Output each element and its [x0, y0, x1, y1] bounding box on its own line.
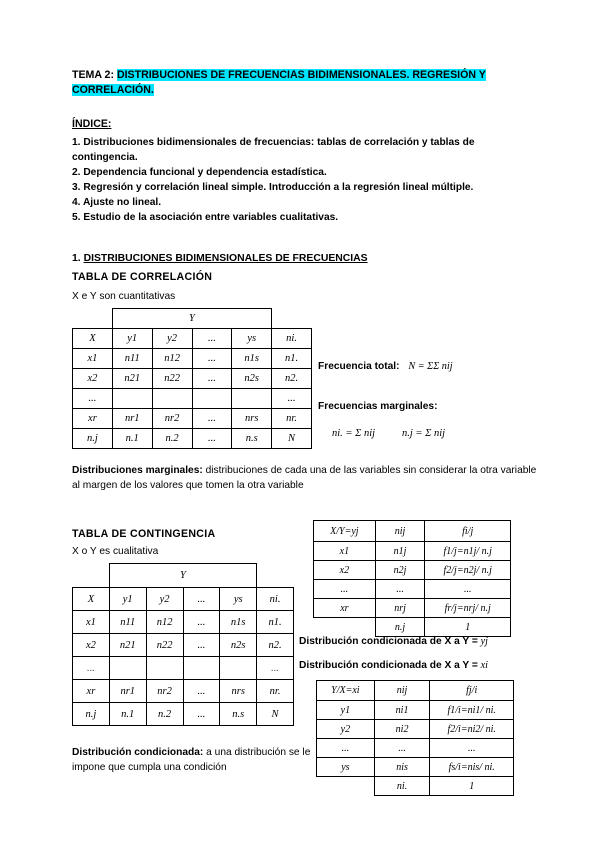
section-1-heading [72, 253, 368, 264]
cond-label-2-text: Distribución condicionada de X a Y = [299, 660, 481, 671]
table-cell: n12 [152, 349, 192, 369]
table-cell: N [272, 429, 312, 449]
table-cell: n11 [112, 349, 152, 369]
table-cell: nr. [272, 409, 312, 429]
dist-cond-label: Distribución condicionada: [72, 747, 204, 758]
title-prefix: TEMA 2: [72, 69, 117, 81]
table-cell [192, 389, 232, 409]
index-item: 1. Distribuciones bidimensionales de frecuencias: tablas de correlación y tablas de contingencia. [72, 137, 475, 163]
contingency-note: X o Y es cualitativa [72, 546, 159, 557]
table-cell: n21 [112, 369, 152, 389]
title-highlight: DISTRIBUCIONES DE FRECUENCIAS BIDIMENSIONALES. REGRESIÓN Y CORRELACIÓN. [72, 69, 486, 96]
table-cell: nr2 [152, 409, 192, 429]
header-cell: ni. [257, 588, 294, 611]
table-cell: ... [425, 580, 511, 599]
section-1-number: 1. [72, 253, 84, 264]
table-cell: ... [374, 739, 430, 758]
correlation-table [72, 308, 312, 449]
header-cell: ... [192, 329, 232, 349]
cond-label-1 [299, 636, 488, 647]
table-cell: xr [73, 680, 110, 703]
header-cell: y2 [146, 588, 183, 611]
table-cell [232, 389, 272, 409]
index-item: 5. Estudio de la asociación entre variables cualitativas. [72, 212, 339, 223]
table-cell: n22 [146, 634, 183, 657]
freq-marg-formula-2: n.j = Σ nij [402, 428, 446, 439]
table-cell: nrs [220, 680, 257, 703]
table-cell: ni. [374, 777, 430, 796]
table-cell [183, 657, 220, 680]
header-cell: ys [232, 329, 272, 349]
table-cell [109, 657, 146, 680]
freq-total-label: Frecuencia total: [318, 361, 400, 372]
index-item: 2. Dependencia funcional y dependencia estadística. [72, 167, 327, 178]
table-cell: n1. [272, 349, 312, 369]
table-cell: ... [192, 429, 232, 449]
table-cell: nrj [375, 599, 425, 618]
table-cell: ni1 [374, 701, 430, 720]
freq-total [318, 361, 453, 372]
table-cell: n12 [146, 611, 183, 634]
table-cell: ys [317, 758, 375, 777]
table-cell: n.j [375, 618, 425, 637]
table-cell: n.s [220, 703, 257, 726]
table-cell [112, 389, 152, 409]
table-cell: 1 [430, 777, 514, 796]
table-cell: n.j [73, 429, 113, 449]
cond-label-2 [299, 660, 488, 671]
table-cell: n1. [257, 611, 294, 634]
header-cell: fj/i [430, 681, 514, 701]
dist-marg-text: distribuciones de cada una de las variables sin considerar la otra variable al margen de los valores que tomen la otra variable [72, 465, 537, 491]
y-header: Y [109, 564, 256, 588]
table-cell: ... [375, 580, 425, 599]
table-cell: xr [314, 599, 376, 618]
table-cell [146, 657, 183, 680]
freq-total-formula: N = ΣΣ nij [408, 361, 453, 372]
header-cell: X [73, 588, 110, 611]
table-cell: nr1 [112, 409, 152, 429]
table-cell: y2 [317, 720, 375, 739]
table-cell [152, 389, 192, 409]
table-cell: nis [374, 758, 430, 777]
correlation-note: X e Y son cuantitativas [72, 291, 176, 302]
table-cell: N [257, 703, 294, 726]
index-heading: ÍNDICE: [72, 118, 112, 130]
freq-marg-formula-1: ni. = Σ nij [332, 428, 376, 439]
table-cell: 1 [425, 618, 511, 637]
table-cell: fr/j=nrj/ n.j [425, 599, 511, 618]
table-cell: f2/j=n2j/ n.j [425, 561, 511, 580]
table-cell: n1s [232, 349, 272, 369]
freq-marg-label: Frecuencias marginales: [318, 401, 438, 412]
table-cell: n1j [375, 542, 425, 561]
table-cell: ... [183, 611, 220, 634]
header-cell: y1 [112, 329, 152, 349]
table-cell: ... [183, 680, 220, 703]
table-cell: x2 [73, 369, 113, 389]
dist-cond-paragraph [72, 745, 312, 775]
table-cell: ... [317, 739, 375, 758]
table-cell [317, 777, 375, 796]
table-cell: f1/j=n1j/ n.j [425, 542, 511, 561]
table-cell: f2/i=ni2/ ni. [430, 720, 514, 739]
table-cell: nrs [232, 409, 272, 429]
dist-marg-label: Distribuciones marginales: [72, 465, 203, 476]
table-cell: n2j [375, 561, 425, 580]
table-cell: nr2 [146, 680, 183, 703]
table-cell: n.2 [152, 429, 192, 449]
table-cell: n.2 [146, 703, 183, 726]
header-cell: nij [375, 521, 425, 542]
table-cell: x2 [73, 634, 110, 657]
cond-label-2-var: xi [480, 660, 488, 671]
table-cell: ... [272, 389, 312, 409]
header-cell: y1 [109, 588, 146, 611]
header-cell: ys [220, 588, 257, 611]
table-cell: xr [73, 409, 113, 429]
header-cell: X/Y=yj [314, 521, 376, 542]
table-cell: n2s [232, 369, 272, 389]
table-cell: ... [73, 657, 110, 680]
table-cell: ... [192, 349, 232, 369]
table-cell: n.j [73, 703, 110, 726]
table-cell: f1/i=ni1/ ni. [430, 701, 514, 720]
table-cell: ... [183, 703, 220, 726]
table-cell: n11 [109, 611, 146, 634]
table-cell [314, 618, 376, 637]
table-cell: x1 [314, 542, 376, 561]
header-cell: X [73, 329, 113, 349]
section-1-title: DISTRIBUCIONES BIDIMENSIONALES DE FRECUENCIAS [83, 253, 368, 264]
table-cell: ni2 [374, 720, 430, 739]
contingency-table [72, 563, 294, 726]
table-cell: ... [183, 634, 220, 657]
table-cell: ... [257, 657, 294, 680]
table-cell: nr. [257, 680, 294, 703]
table-cell: n21 [109, 634, 146, 657]
table-cell: n.1 [109, 703, 146, 726]
table-cell: ... [73, 389, 113, 409]
table-cell: nr1 [109, 680, 146, 703]
header-cell: ... [183, 588, 220, 611]
table-cell: ... [192, 369, 232, 389]
table-cell: n1s [220, 611, 257, 634]
table-cell: ... [192, 409, 232, 429]
conditional-table-2 [316, 680, 514, 796]
table-cell: x1 [73, 611, 110, 634]
dist-marg-paragraph [72, 463, 542, 493]
table-cell: n2. [257, 634, 294, 657]
table-cell: x2 [314, 561, 376, 580]
index-item: 3. Regresión y correlación lineal simple. Introducción a la regresión lineal múltiple. [72, 182, 474, 193]
header-cell: y2 [152, 329, 192, 349]
table-cell [220, 657, 257, 680]
contingency-heading: TABLA DE CONTINGENCIA [72, 528, 216, 540]
table-cell: n2. [272, 369, 312, 389]
header-cell: nij [374, 681, 430, 701]
index-list [72, 135, 542, 225]
table-cell: y1 [317, 701, 375, 720]
table-cell: ... [314, 580, 376, 599]
dist-cond-text: a una distribución se le impone que cumpla una condición [72, 747, 311, 773]
page-title [72, 68, 542, 98]
table-cell: n22 [152, 369, 192, 389]
header-cell: Y/X=xi [317, 681, 375, 701]
table-cell: n.1 [112, 429, 152, 449]
correlation-heading: TABLA DE CORRELACIÓN [72, 271, 213, 283]
table-cell: x1 [73, 349, 113, 369]
table-cell: n2s [220, 634, 257, 657]
index-item: 4. Ajuste no lineal. [72, 197, 162, 208]
cond-label-1-text: Distribución condicionada de X a Y = [299, 636, 481, 647]
header-cell: fi/j [425, 521, 511, 542]
table-cell: fs/i=nis/ ni. [430, 758, 514, 777]
header-cell: ni. [272, 329, 312, 349]
y-header: Y [112, 309, 271, 329]
cond-label-1-var: yj [480, 636, 488, 647]
table-cell: n.s [232, 429, 272, 449]
conditional-table-1 [313, 520, 511, 637]
table-cell: ... [430, 739, 514, 758]
